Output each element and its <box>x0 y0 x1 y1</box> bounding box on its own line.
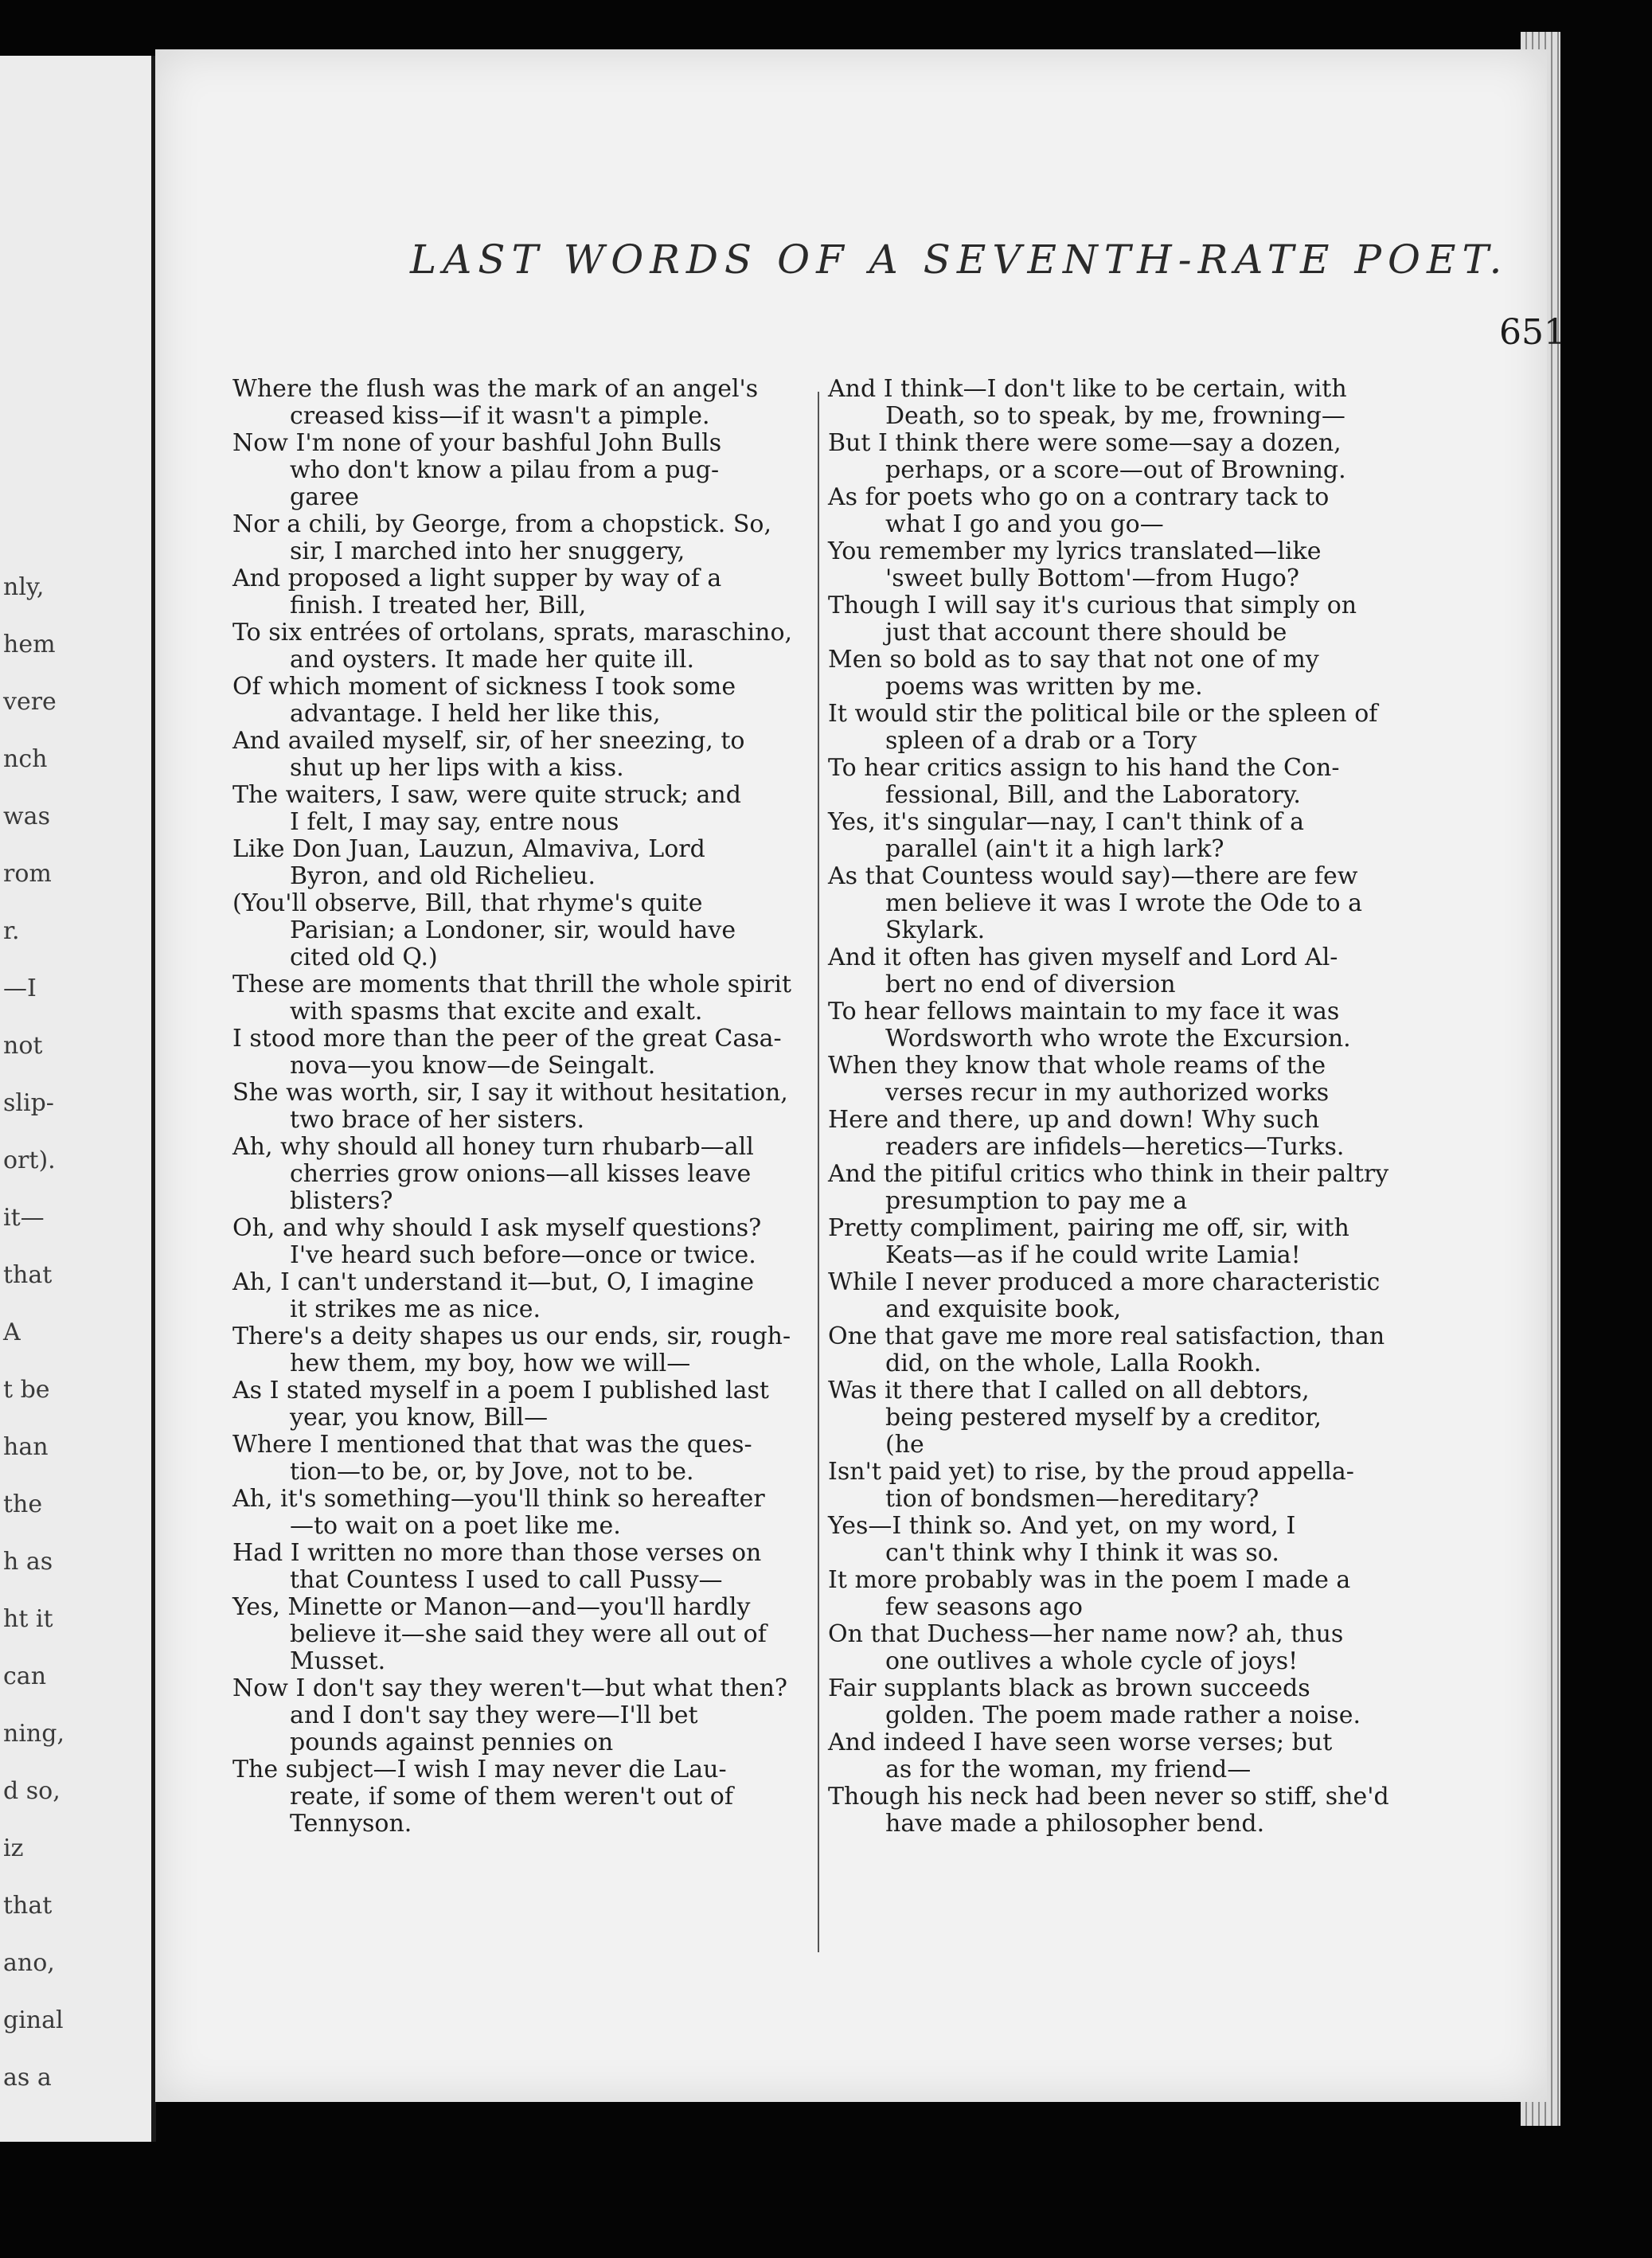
verse-line: And it often has given myself and Lord Al- <box>828 943 1338 971</box>
verse-line: And indeed I have seen worse verses; but <box>828 1729 1333 1756</box>
verse-stanza <box>232 889 808 971</box>
verse-stanza <box>830 944 1515 998</box>
left-page-fragment: t be <box>3 1376 50 1404</box>
verse-line: parallel (ain't it a high lark? <box>885 835 1224 863</box>
verse-line: presumption to pay me a <box>885 1187 1188 1215</box>
verse-stanza <box>232 1322 808 1377</box>
verse-line: advantage. I held her like this, <box>290 700 661 728</box>
left-page-fragment: nch <box>3 745 48 773</box>
verse-stanza <box>830 430 1515 484</box>
verse-line: Yes—I think so. And yet, on my word, I <box>828 1512 1296 1540</box>
verse-line: (he <box>885 1431 924 1459</box>
verse-line: poems was written by me. <box>885 673 1203 701</box>
verse-stanza <box>232 1431 808 1486</box>
verse-line: On that Duchess—her name now? ah, thus <box>828 1620 1344 1648</box>
verse-line: Pretty compliment, pairing me off, sir, with <box>828 1214 1349 1242</box>
verse-stanza <box>830 1269 1515 1323</box>
verse-stanza <box>830 863 1515 944</box>
book-page <box>155 49 1566 2102</box>
verse-line: reate, if some of them weren't out of <box>290 1783 733 1811</box>
verse-line: Death, so to speak, by me, frowning— <box>885 402 1345 430</box>
left-page-fragment: —I <box>3 975 37 1002</box>
verse-stanza <box>232 971 808 1025</box>
verse-line: and oysters. It made her quite ill. <box>290 646 694 674</box>
left-page-fragment: as a <box>3 2064 52 2092</box>
verse-stanza <box>232 835 808 890</box>
verse-line: Keats—as if he could write Lamia! <box>885 1241 1301 1269</box>
verse-stanza <box>232 1756 808 1838</box>
verse-line: Isn't paid yet) to rise, by the proud appella- <box>828 1458 1354 1486</box>
verse-line: hew them, my boy, how we will— <box>290 1350 691 1377</box>
verse-line: and I don't say they were—I'll bet <box>290 1701 698 1729</box>
left-page-fragment: vere <box>3 688 57 716</box>
verse-stanza <box>232 1133 808 1215</box>
verse-line: As I stated myself in a poem I published last <box>232 1377 769 1404</box>
verse-stanza <box>830 1783 1515 1838</box>
verse-line: Ah, why should all honey turn rhubarb—all <box>232 1133 754 1161</box>
verse-line: Yes, it's singular—nay, I can't think of a <box>828 808 1304 836</box>
left-page-fragment: ort). <box>3 1147 56 1174</box>
verse-line: golden. The poem made rather a noise. <box>885 1701 1361 1729</box>
verse-stanza <box>232 1268 808 1323</box>
left-page-fragment: ht it <box>3 1605 53 1633</box>
running-header: LAST WORDS OF A SEVENTH-RATE POET. <box>410 236 1509 283</box>
verse-line: and exquisite book, <box>885 1295 1122 1323</box>
verse-line: Though his neck had been never so stiff, she'd <box>828 1783 1389 1811</box>
verse-line: what I go and you go— <box>885 510 1164 538</box>
verse-line: bert no end of diversion <box>885 971 1176 998</box>
verse-line: Skylark. <box>885 916 986 944</box>
verse-stanza <box>830 592 1515 647</box>
verse-stanza <box>830 809 1515 863</box>
verse-line: You remember my lyrics translated—like <box>828 537 1322 565</box>
verse-line: who don't know a pilau from a pug- <box>290 456 720 484</box>
left-page-fragment: h as <box>3 1548 53 1576</box>
verse-line: finish. I treated her, Bill, <box>290 592 587 619</box>
verse-stanza <box>232 1025 808 1080</box>
left-page-fragment: han <box>3 1433 49 1461</box>
verse-line: two brace of her sisters. <box>290 1106 584 1134</box>
verse-line: One that gave me more real satisfaction, than <box>828 1322 1385 1350</box>
verse-line: one outlives a whole cycle of joys! <box>885 1647 1299 1675</box>
verse-line: sir, I marched into her snuggery, <box>290 537 685 565</box>
verse-line: Where I mentioned that that was the ques- <box>232 1431 752 1459</box>
verse-stanza <box>232 1674 808 1756</box>
verse-line: year, you know, Bill— <box>290 1404 549 1432</box>
verse-line: fessional, Bill, and the Laboratory. <box>885 781 1301 809</box>
verse-line: tion—to be, or, by Jove, not to be. <box>290 1458 694 1486</box>
left-page-fragment: ginal <box>3 2006 64 2034</box>
verse-line: She was worth, sir, I say it without hesitation, <box>232 1079 788 1107</box>
verse-line: The waiters, I saw, were quite struck; and <box>232 781 741 809</box>
verse-stanza <box>830 1161 1515 1215</box>
verse-stanza <box>830 1377 1515 1459</box>
verse-line: garee <box>290 483 359 511</box>
verse-line: Of which moment of sickness I took some <box>232 673 736 701</box>
verse-line: It would stir the political bile or the spleen of <box>828 700 1378 728</box>
verse-line: Had I written no more than those verses on <box>232 1539 762 1567</box>
verse-line: It more probably was in the poem I made a <box>828 1566 1351 1594</box>
verse-line: I've heard such before—once or twice. <box>290 1241 756 1269</box>
verse-line: The subject—I wish I may never die Lau- <box>232 1756 727 1783</box>
verse-line: Nor a chili, by George, from a chopstick. So, <box>232 510 771 538</box>
left-page-fragment: d so, <box>3 1777 61 1805</box>
verse-line: Tennyson. <box>290 1810 412 1838</box>
verse-line: —to wait on a poet like me. <box>290 1512 621 1540</box>
verse-stanza <box>830 1513 1515 1567</box>
verse-stanza <box>232 429 808 511</box>
left-page-fragment: A <box>3 1318 21 1346</box>
left-page-edge <box>0 56 156 2142</box>
verse-line: tion of bondsmen—hereditary? <box>885 1485 1260 1513</box>
left-page-fragment: ning, <box>3 1720 64 1748</box>
verse-line: blisters? <box>290 1187 393 1215</box>
page-number: 651 <box>1499 312 1566 353</box>
verse-line: 'sweet bully Bottom'—from Hugo? <box>885 564 1299 592</box>
verse-line: with spasms that excite and exalt. <box>290 998 703 1025</box>
verse-line: believe it—she said they were all out of <box>290 1620 767 1648</box>
verse-line: Like Don Juan, Lauzun, Almaviva, Lord <box>232 835 705 863</box>
left-page-fragment: hem <box>3 631 56 658</box>
verse-line: have made a philosopher bend. <box>885 1810 1265 1838</box>
verse-line: Now I don't say they weren't—but what then? <box>232 1674 788 1702</box>
verse-stanza <box>830 1323 1515 1377</box>
verse-line: Byron, and old Richelieu. <box>290 862 596 890</box>
verse-line: And the pitiful critics who think in their paltry <box>828 1160 1389 1188</box>
verse-stanza <box>232 564 808 619</box>
left-page-fragment: the <box>3 1490 43 1518</box>
verse-line: perhaps, or a score—out of Browning. <box>885 456 1346 484</box>
verse-line: creased kiss—if it wasn't a pimple. <box>290 402 710 430</box>
verse-line: I stood more than the peer of the great Casa- <box>232 1025 782 1053</box>
verse-line: that Countess I used to call Pussy— <box>290 1566 723 1594</box>
verse-stanza <box>830 1459 1515 1513</box>
left-page-fragment: that <box>3 1261 53 1289</box>
verse-stanza <box>830 1053 1515 1107</box>
verse-line: While I never produced a more characteristic <box>828 1268 1381 1296</box>
verse-line: Oh, and why should I ask myself questions? <box>232 1214 762 1242</box>
verse-line: And proposed a light supper by way of a <box>232 564 722 592</box>
verse-line: just that account there should be <box>885 619 1287 647</box>
verse-line: can't think why I think it was so. <box>885 1539 1279 1567</box>
left-column <box>232 375 808 1838</box>
verse-line: There's a deity shapes us our ends, sir, rough- <box>232 1322 791 1350</box>
verse-line: As that Countess would say)—there are few <box>828 862 1358 890</box>
verse-stanza <box>232 1214 808 1269</box>
left-page-fragment: iz <box>3 1834 24 1862</box>
verse-line: Parisian; a Londoner, sir, would have <box>290 916 736 944</box>
verse-line: Here and there, up and down! Why such <box>828 1106 1320 1134</box>
verse-line: I felt, I may say, entre nous <box>290 808 619 836</box>
verse-line: And I think—I don't like to be certain, with <box>828 375 1347 403</box>
verse-line: (You'll observe, Bill, that rhyme's quite <box>232 889 703 917</box>
verse-line: Was it there that I called on all debtors, <box>828 1377 1310 1404</box>
verse-stanza <box>232 673 808 728</box>
right-column <box>830 376 1515 1838</box>
verse-line: being pestered myself by a creditor, <box>885 1404 1322 1432</box>
verse-stanza <box>232 375 808 430</box>
verse-line: To hear critics assign to his hand the Con- <box>828 754 1340 782</box>
verse-line: verses recur in my authorized works <box>885 1079 1330 1107</box>
left-page-fragment: r. <box>3 917 20 945</box>
verse-stanza <box>232 1377 808 1432</box>
verse-line: pounds against pennies on <box>290 1729 614 1756</box>
verse-line: nova—you know—de Seingalt. <box>290 1052 656 1080</box>
verse-line: Now I'm none of your bashful John Bulls <box>232 429 722 457</box>
verse-stanza <box>830 998 1515 1053</box>
verse-stanza <box>232 1485 808 1540</box>
verse-stanza <box>830 1567 1515 1621</box>
verse-line: cited old Q.) <box>290 943 438 971</box>
verse-line: Wordsworth who wrote the Excursion. <box>885 1025 1351 1053</box>
verse-line: few seasons ago <box>885 1593 1083 1621</box>
verse-stanza <box>830 484 1515 538</box>
verse-stanza <box>232 619 808 674</box>
verse-stanza <box>830 647 1515 701</box>
left-page-fragment: it— <box>3 1204 45 1232</box>
verse-stanza <box>830 755 1515 809</box>
verse-line: To hear fellows maintain to my face it was <box>828 998 1340 1025</box>
verse-line: These are moments that thrill the whole spirit <box>232 971 791 998</box>
verse-line: As for poets who go on a contrary tack to <box>828 483 1330 511</box>
verse-line: Yes, Minette or Manon—and—you'll hardly <box>232 1593 751 1621</box>
left-page-fragment: ano, <box>3 1949 55 1977</box>
verse-stanza <box>830 1675 1515 1729</box>
verse-stanza <box>232 1593 808 1675</box>
verse-line: shut up her lips with a kiss. <box>290 754 624 782</box>
verse-line: men believe it was I wrote the Ode to a <box>885 889 1362 917</box>
verse-line: And availed myself, sir, of her sneezing, to <box>232 727 745 755</box>
left-page-fragment: nly, <box>3 573 45 601</box>
left-page-fragment: rom <box>3 860 52 888</box>
verse-stanza <box>232 781 808 836</box>
verse-line: it strikes me as nice. <box>290 1295 541 1323</box>
verse-line: spleen of a drab or a Tory <box>885 727 1197 755</box>
verse-line: When they know that whole reams of the <box>828 1052 1326 1080</box>
left-page-fragment: slip- <box>3 1089 54 1117</box>
column-divider <box>818 392 819 1952</box>
left-page-fragment: that <box>3 1892 53 1920</box>
left-page-fragment: not <box>3 1032 43 1060</box>
verse-line: as for the woman, my friend— <box>885 1756 1252 1783</box>
verse-line: did, on the whole, Lalla Rookh. <box>885 1350 1262 1377</box>
verse-stanza <box>830 1729 1515 1783</box>
verse-line: But I think there were some—say a dozen, <box>828 429 1342 457</box>
verse-line: readers are infidels—heretics—Turks. <box>885 1133 1345 1161</box>
verse-line: cherries grow onions—all kisses leave <box>290 1160 752 1188</box>
left-page-fragment: was <box>3 803 50 830</box>
verse-line: Musset. <box>290 1647 386 1675</box>
verse-line: Fair supplants black as brown succeeds <box>828 1674 1310 1702</box>
verse-stanza <box>830 1621 1515 1675</box>
left-page-fragment: can <box>3 1662 47 1690</box>
verse-stanza <box>830 701 1515 755</box>
verse-line: Where the flush was the mark of an angel's <box>232 375 759 403</box>
verse-stanza <box>232 1079 808 1134</box>
verse-stanza <box>232 727 808 782</box>
verse-stanza <box>830 1215 1515 1269</box>
verse-line: Ah, it's something—you'll think so hereafter <box>232 1485 765 1513</box>
verse-line: Ah, I can't understand it—but, O, I imagine <box>232 1268 755 1296</box>
verse-line: To six entrées of ortolans, sprats, maraschino, <box>232 619 793 647</box>
verse-stanza <box>830 538 1515 592</box>
verse-line: Though I will say it's curious that simply on <box>828 592 1357 619</box>
verse-stanza <box>232 510 808 565</box>
verse-stanza <box>232 1539 808 1594</box>
verse-stanza <box>830 376 1515 430</box>
verse-line: Men so bold as to say that not one of my <box>828 646 1319 674</box>
verse-stanza <box>830 1107 1515 1161</box>
